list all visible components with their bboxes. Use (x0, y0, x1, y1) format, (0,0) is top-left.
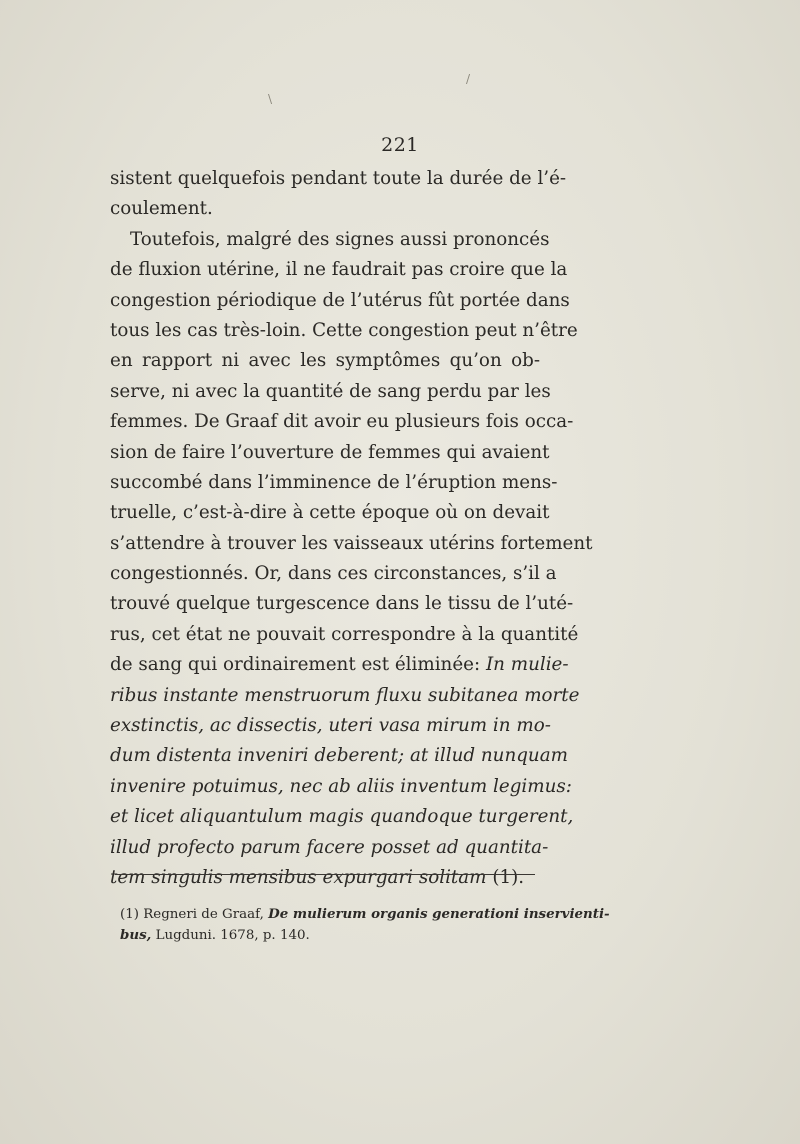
text-segment: coulement. (110, 198, 213, 220)
text-line (110, 316, 578, 346)
text-segment: tous les cas très-loin. Cette congestion peut n’être (110, 319, 578, 341)
margin-speck: \ (268, 92, 273, 106)
text-segment: de sang qui ordinairement est éliminée: (110, 654, 486, 676)
text-segment: congestionnés. Or, dans ces circonstances, s’il a (110, 563, 557, 585)
body-text (110, 164, 593, 893)
text-line (110, 681, 580, 711)
text-line (110, 498, 550, 528)
text-line (110, 286, 570, 316)
text-line (110, 468, 558, 498)
text-line (110, 164, 567, 194)
page-number: 221 (381, 134, 419, 156)
latin-quotation: tem singulis mensibus expurgari solitam (110, 866, 487, 888)
latin-quotation: exstinctis, ac dissectis, uteri vasa mirum in mo- (110, 715, 551, 737)
footnote-reference: (1) Regneri de Graaf, (120, 907, 269, 922)
text-line (110, 559, 557, 589)
latin-quotation: invenire potuimus, nec ab aliis inventum legimus: (110, 775, 572, 797)
footnote-line-1 (120, 904, 610, 925)
latin-quotation: et licet aliquantulum magis quandoque turgerent, (110, 806, 574, 828)
text-segment: Toutefois, malgré des signes aussi prononcés (130, 228, 550, 250)
text-segment: congestion périodique de l’utérus fût portée dans (110, 289, 570, 311)
latin-quotation: dum distenta inveniri deberent; at illud nunquam (110, 745, 568, 767)
text-segment: s’attendre à trouver les vaisseaux utérins fortement (110, 532, 593, 554)
text-segment: trouvé quelque turgescence dans le tissu de l’uté- (110, 593, 574, 615)
text-line (110, 833, 549, 863)
text-line (110, 377, 551, 407)
text-line (110, 711, 551, 741)
text-segment: sistent quelquefois pendant toute la durée de l’é- (110, 168, 567, 189)
text-line (110, 802, 574, 832)
text-segment: en rapport ni avec les symptômes qu’on ob- (110, 350, 540, 372)
text-segment: truelle, c’est-à-dire à cette époque où on devait (110, 502, 550, 524)
latin-quotation: illud profecto parum facere posset ad quantita- (110, 836, 549, 858)
text-segment: de fluxion utérine, il ne faudrait pas croire que la (110, 259, 568, 281)
text-line (110, 772, 572, 802)
text-line (110, 225, 550, 255)
margin-speck: / (466, 72, 471, 86)
text-segment: rus, cet état ne pouvait correspondre à la quantité (110, 623, 579, 645)
text-line (110, 863, 540, 893)
text-segment: serve, ni avec la quantité de sang perdu par les (110, 380, 551, 402)
text-segment: (1). (486, 866, 525, 888)
text-segment: succombé dans l’imminence de l’éruption mens- (110, 471, 558, 493)
text-line (110, 438, 550, 468)
latin-quotation: ribus instante menstruorum fluxu subitanea morte (110, 684, 580, 706)
footnote-publication: Lugduni. 1678, p. 140. (151, 928, 310, 943)
text-line (110, 650, 569, 680)
text-line (110, 529, 593, 559)
text-line (110, 255, 568, 285)
text-line (110, 741, 568, 771)
text-line (110, 589, 574, 619)
footnote-line-2 (120, 925, 540, 946)
footnote (120, 904, 610, 946)
footnote-title-end: bus, (120, 927, 152, 943)
footnote-rule (115, 874, 535, 875)
text-line (110, 194, 540, 224)
latin-quotation: In mulie- (485, 654, 569, 676)
text-segment: femmes. De Graaf dit avoir eu plusieurs fois occa- (110, 411, 574, 433)
text-line (110, 620, 579, 650)
text-line (110, 346, 540, 376)
text-segment: sion de faire l’ouverture de femmes qui avaient (110, 441, 550, 463)
text-line (110, 407, 574, 437)
footnote-title: De mulierum organis generationi inservienti- (268, 906, 610, 922)
